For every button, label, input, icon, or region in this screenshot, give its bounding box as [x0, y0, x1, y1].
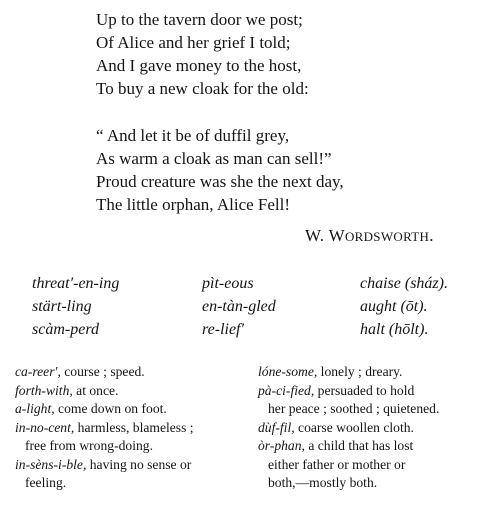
spelling-word: en-tàn-gled — [202, 298, 276, 315]
glossary-definition-continued: either father or mother or — [268, 456, 406, 472]
poem-line: And I gave money to the host, — [96, 56, 302, 75]
glossary-term: forth-with, — [15, 382, 73, 398]
glossary-term: òr-phan, — [258, 438, 305, 453]
glossary-entry — [258, 363, 490, 382]
glossary-entry — [258, 437, 490, 493]
spelling-word: threat′-en-ing — [32, 275, 120, 292]
spelling-word: aught (ōt). — [360, 298, 428, 315]
glossary-term: in-no-cent, — [15, 419, 75, 435]
glossary-term: ca-reer′, — [15, 364, 61, 379]
poem-line: The little orphan, Alice Fell! — [96, 195, 291, 214]
glossary-entry — [15, 382, 247, 401]
spelling-word: halt (hōlt). — [360, 321, 429, 338]
glossary-entry — [15, 419, 247, 456]
glossary-definition-continued: feeling. — [25, 475, 67, 490]
glossary-definition: come down on foot. — [54, 401, 167, 416]
spelling-word: stärt-ling — [32, 298, 92, 315]
poem-author — [305, 226, 434, 246]
glossary-definition: persuaded to hold — [314, 382, 415, 398]
glossary-definition: harmless, blameless ; — [74, 419, 194, 435]
glossary-definition: having no sense or — [86, 456, 192, 472]
glossary-right-column — [258, 363, 490, 493]
glossary-term: dùf-fil, — [258, 419, 295, 435]
poem-line: To buy a new cloak for the old: — [96, 79, 309, 98]
author-initial: W. W — [305, 226, 345, 245]
glossary-definition-continued: her peace ; soothed ; quietened. — [268, 401, 440, 416]
glossary-left-column — [15, 363, 247, 493]
poem-line: Up to the tavern door we post; — [96, 10, 303, 29]
glossary-definition: lonely ; dreary. — [317, 364, 403, 379]
glossary-entry — [258, 419, 490, 438]
poem-stanza-1 — [96, 8, 309, 100]
spelling-word: scàm-perd — [32, 321, 99, 338]
spelling-column-2 — [202, 272, 276, 341]
glossary-term: in-sèns-i-ble, — [15, 456, 87, 472]
glossary-entry — [15, 456, 247, 493]
glossary-definition: course ; speed. — [60, 364, 145, 379]
spelling-column-3 — [360, 272, 448, 341]
spelling-word: re-lief′ — [202, 321, 244, 338]
author-end: . — [429, 226, 434, 245]
glossary-entry — [15, 363, 247, 382]
glossary-definition: coarse woollen cloth. — [294, 419, 414, 435]
glossary-term: lóne-some, — [258, 364, 318, 379]
glossary-term: a-light, — [15, 401, 55, 416]
poem-line: Proud creature was she the next day, — [96, 172, 344, 191]
glossary-definition-continued: free from wrong-doing. — [25, 438, 153, 453]
glossary-definition: a child that has lost — [304, 438, 414, 453]
glossary-entry — [15, 400, 247, 419]
poem-line: “ And let it be of duffil grey, — [96, 126, 290, 145]
glossary-definition-continued: both,—mostly both. — [268, 475, 378, 490]
poem-line: Of Alice and her grief I told; — [96, 33, 291, 52]
poem-stanza-2 — [96, 124, 344, 216]
author-small-caps: ORDSWORTH — [344, 229, 430, 244]
spelling-column-1 — [32, 272, 119, 341]
spelling-word: chaise (sház). — [360, 275, 448, 292]
spelling-word: pìt-eous — [202, 275, 254, 292]
glossary-definition: at once. — [72, 382, 119, 398]
glossary-term: pà-ci-fied, — [258, 382, 315, 398]
glossary-entry — [258, 382, 490, 419]
poem-line: As warm a cloak as man can sell!” — [96, 149, 332, 168]
